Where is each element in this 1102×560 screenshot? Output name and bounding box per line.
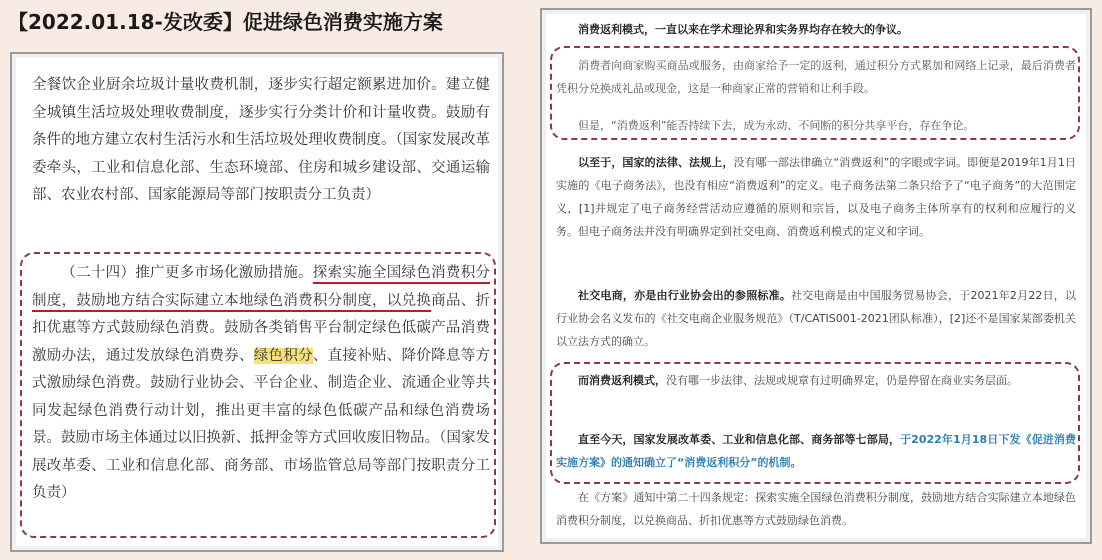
right-paragraph-4: 以至于，国家的法律、法规上，没有哪一部法律确立“消费返利”的字眼或字词。即便是2019年1月1日实施的《电子商务法》，也没有相应“消费返利”的定义。电子商务法第二条只给予了“电子商务”的大范围定义，[1]并规定了电子商务经营活动应遵循的原则和宗旨，以及电子商务主体所享有的权利和应履行的义务。但电子商务法并没有明确界定到社交电商、消费返利模式的定义和字词。 <box>556 156 1076 238</box>
right-paragraph-1: 消费返利模式，一直以来在学术理论界和实务界均存在较大的争议。 <box>578 23 908 36</box>
article-24-heading: （二十四）推广更多市场化激励措施。 <box>61 265 313 281</box>
left-paragraph-2 <box>32 260 490 508</box>
paragraph-end-text: 、直接补贴、降价降息等方式激励绿色消费。鼓励行业协会、平台企业、制造企业、流通企业等共同发起绿色消费行动计划，推出更丰富的绿色低碳产品和绿色消费场景。鼓励市场主体通过以旧换新、抵押金等方式回收废旧物品。（国家发展改革委、工业和信息化部、商务部、市场监管总局等部门按职责分工负责） <box>32 347 491 501</box>
paragraph-middle-text: 商品、折扣优惠等方式鼓励绿色消费。鼓励各类销售平台制定绿色低碳产品消费激励办法，通过发放绿色消费券、 <box>32 292 491 364</box>
right-paragraph-3: 但是，“消费返利”能否持续下去，成为永动、不间断的积分共享平台，存在争论。 <box>578 119 975 132</box>
highlighted-green-points: 绿色积分 <box>253 347 313 364</box>
blue-highlight-text: 于2022年1月18日下发《促进消费实施方案》的通知确立了“消费返利积分”的机制。 <box>556 433 1077 469</box>
page-title: 【2022.01.18-发改委】促进绿色消费实施方案 <box>8 10 443 34</box>
right-paragraph-8: 在《方案》通知中第二十四条规定：探索实施全国绿色消费积分制度，鼓励地方结合实际建立本地绿色消费积分制度，以兑换商品、折扣优惠等方式鼓励绿色消费。 <box>556 491 1076 527</box>
underlined-passage: 探索实施全国绿色消费积分制度，鼓励地方结合实际建立本地绿色消费积分制度，以兑换 <box>32 265 491 309</box>
right-paragraph-6: 而消费返利模式，没有哪一步法律、法规或规章有过明确界定，仍是停留在商业实务层面。 <box>578 374 1018 387</box>
left-paragraph-1: 全餐饮企业厨余垃圾计量收费机制，逐步实行超定额累进加价。建立健全城镇生活垃圾处理收费制度，逐步实行分类计价和计量收费。鼓励有条件的地方建立农村生活污水和生活垃圾处理收费制度。（国家发展改革委牵头，工业和信息化部、生态环境部、住房和城乡建设部、交通运输部、农业农村部、国家能源局等部门按职责分工负责） <box>32 77 490 203</box>
right-paragraph-7: 直至今天，国家发展改革委、工业和信息化部、商务部等七部局，于2022年1月18日下发《促进消费实施方案》的通知确立了“消费返利积分”的机制。 <box>556 433 1077 469</box>
right-document-panel <box>540 8 1092 544</box>
left-document-panel <box>10 52 504 552</box>
right-paragraph-5: 社交电商，亦是由行业协会出的参照标准。社交电商是由中国服务贸易协会，于2021年2月22日，以行业协会名义发布的《社交电商企业服务规范》（T/CATIS001-2021团队标准），[2]还不是国家某部委机关以立法方式的确立。 <box>556 289 1076 348</box>
right-paragraph-2: 消费者向商家购买商品或服务，由商家给予一定的返利，通过积分方式累加和网络上记录，最后消费者凭积分兑换成礼品或现金，这是一种商家正常的营销和让利手段。 <box>556 59 1076 95</box>
